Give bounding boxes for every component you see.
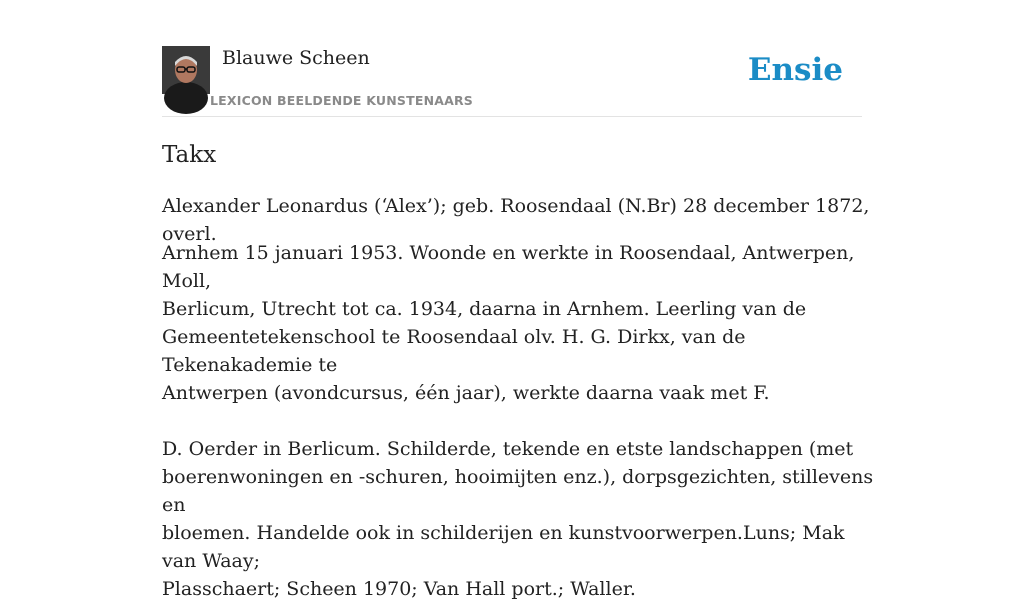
author-avatar[interactable] xyxy=(162,46,210,94)
article-paragraph-2: Arnhem 15 januari 1953. Woonde en werkte in Roosendaal, Antwerpen, Moll, Berlicum, Utrecht tot ca. 1934, daarna in Arnhem. Leerling van de Gemeentetekenschool te Roosendaal olv. H. G. Dirkx, van de Tekenakademie te Antwerpen (avondcursus, één jaar), werkte daarna vaak met F. D. Oerder in Berlicum. Schilderde, tekende en etste landschappen (met boerenwoningen en -schuren, hooimijten enz.), dorpsgezichten, stillevens en bloemen. Handelde ook in schilderijen en kunstvoorwerpen.Luns; Mak van Waay; Plasschaert; Scheen 1970; Van Hall port.; Waller. xyxy=(162,242,874,600)
article-paragraph-1: Alexander Leonardus (‘Alex’); geb. Roosendaal (N.Br) 28 december 1872, overl. xyxy=(162,195,870,245)
author-name[interactable]: Blauwe Scheen xyxy=(222,47,370,69)
lexicon-subtitle[interactable]: LEXICON BEELDENDE KUNSTENAARS xyxy=(210,93,474,108)
ensie-logo[interactable]: Ensie xyxy=(747,52,843,88)
page-header xyxy=(162,46,862,117)
avatar-portrait-image xyxy=(162,46,210,94)
article-title: Takx xyxy=(162,142,217,168)
